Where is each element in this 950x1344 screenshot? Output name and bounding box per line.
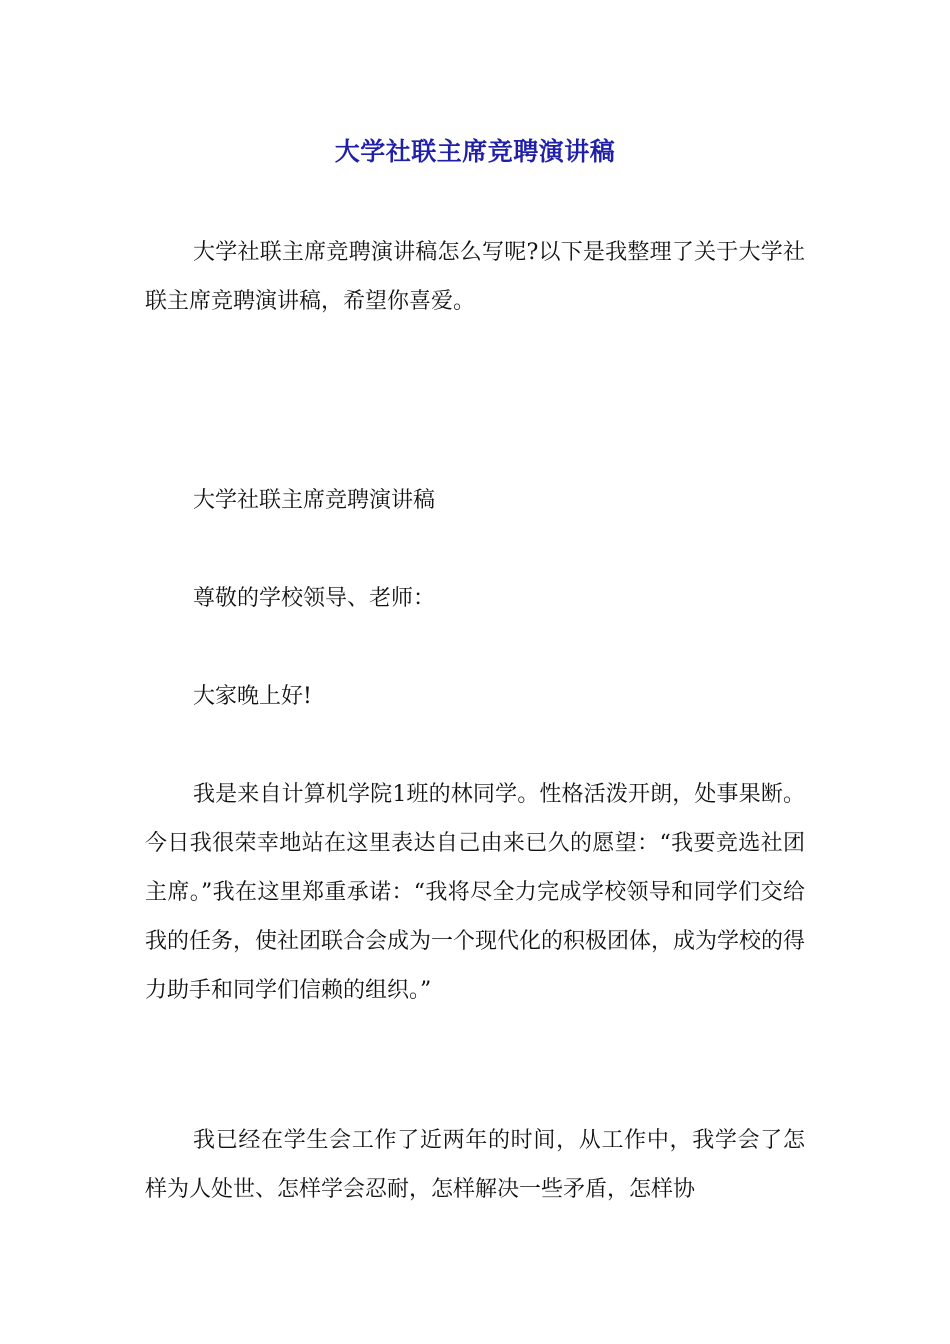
speech-subtitle: 大学社联主席竞聘演讲稿 — [193, 488, 436, 513]
hello-line: 大家晚上好! — [193, 684, 312, 709]
document-title: 大学社联主席竞聘演讲稿 — [334, 137, 616, 166]
body-paragraph-1: 我是来自计算机学院1班的林同学。性格活泼开朗，处事果断。今日我很荣幸地站在这里表达自己由来已久的愿望：“我要竞选社团主席。”我在这里郑重承诺：“我将尽全力完成学校领导和同学们交给我的任务，使社团联合会成为一个现代化的积极团体，成为学校的得力助手和同学们信赖的组织。” — [145, 782, 806, 1003]
body-paragraph-2: 我已经在学生会工作了近两年的时间，从工作中，我学会了怎样为人处世、怎样学会忍耐，怎样解决一些矛盾，怎样协 — [145, 1128, 805, 1202]
intro-paragraph: 大学社联主席竞聘演讲稿怎么写呢?以下是我整理了关于大学社联主席竞聘演讲稿，希望你喜爱。 — [145, 240, 805, 314]
greeting-line: 尊敬的学校领导、老师： — [193, 586, 436, 611]
